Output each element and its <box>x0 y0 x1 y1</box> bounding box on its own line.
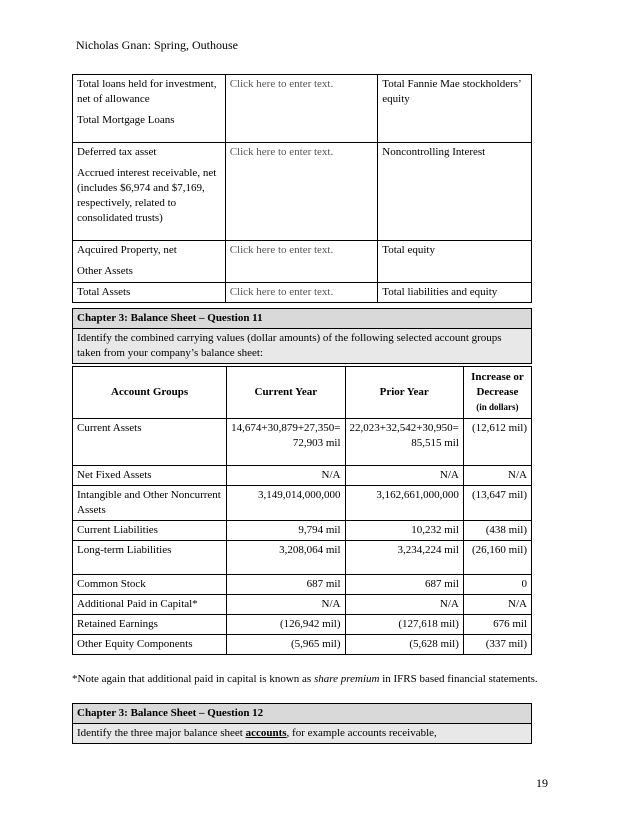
table-row <box>73 241 532 283</box>
line-item-cell: Deferred tax asset Accrued interest receivable, net (includes $6,974 and $7,169, respectively, related to consolidated trusts) <box>73 143 226 241</box>
column-header: Current Year <box>227 367 345 419</box>
table-row: Retained Earnings (126,942 mil) (127,618 mil) 676 mil <box>73 615 532 635</box>
column-header: Prior Year <box>345 367 463 419</box>
line-item-cell: Total Assets <box>73 283 226 303</box>
text-entry-placeholder[interactable]: Click here to enter text. <box>225 241 378 283</box>
question-instruction: Identify the three major balance sheet accounts, for example accounts receivable, <box>73 724 532 744</box>
table-row: Intangible and Other Noncurrent Assets 3,149,014,000,000 3,162,661,000,000 (13,647 mil) <box>73 486 532 521</box>
table-row: Net Fixed Assets N/A N/A N/A <box>73 466 532 486</box>
line-item-cell: Total equity <box>378 241 532 283</box>
line-item-cell: Aqcuired Property, net Other Assets <box>73 241 226 283</box>
question-instruction: Identify the combined carrying values (dollar amounts) of the following selected account groups taken from your company’s balance sheet: <box>73 329 532 364</box>
table-row: Current Assets 14,674+30,879+27,350= 72,903 mil 22,023+32,542+30,950= 85,515 mil (12,612 mil) <box>73 419 532 466</box>
table-row <box>73 143 532 241</box>
footnote: *Note again that additional paid in capital is known as share premium in IFRS based financial statements. <box>72 673 538 685</box>
account-groups-table <box>72 366 532 655</box>
line-item-cell: Noncontrolling Interest <box>378 143 532 241</box>
line-item-cell: Total Fannie Mae stockholders’ equity <box>378 75 532 143</box>
line-item-cell: Total loans held for investment, net of allowance Total Mortgage Loans <box>73 75 226 143</box>
question-title: Chapter 3: Balance Sheet – Question 12 <box>73 704 532 724</box>
balance-sheet-lines-table <box>72 74 532 303</box>
table-row <box>73 283 532 303</box>
page-number: 19 <box>536 776 548 790</box>
table-row: Other Equity Components (5,965 mil) (5,628 mil) (337 mil) <box>73 635 532 655</box>
question-11-box <box>72 308 532 364</box>
text-entry-placeholder[interactable]: Click here to enter text. <box>225 143 378 241</box>
table-row: Additional Paid in Capital* N/A N/A N/A <box>73 595 532 615</box>
question-title: Chapter 3: Balance Sheet – Question 11 <box>73 309 532 329</box>
text-entry-placeholder[interactable]: Click here to enter text. <box>225 283 378 303</box>
page-header: Nicholas Gnan: Spring, Outhouse <box>76 38 238 52</box>
table-header-row <box>73 367 532 419</box>
table-row: Common Stock 687 mil 687 mil 0 <box>73 575 532 595</box>
table-row: Current Liabilities 9,794 mil 10,232 mil (438 mil) <box>73 521 532 541</box>
column-header: Account Groups <box>73 367 227 419</box>
text-entry-placeholder[interactable]: Click here to enter text. <box>225 75 378 143</box>
table-row <box>73 75 532 143</box>
line-item-cell: Total liabilities and equity <box>378 283 532 303</box>
table-row: Long-term Liabilities 3,208,064 mil 3,234,224 mil (26,160 mil) <box>73 541 532 575</box>
column-header: Increase or Decrease (in dollars) <box>463 367 531 419</box>
question-12-box <box>72 703 532 744</box>
